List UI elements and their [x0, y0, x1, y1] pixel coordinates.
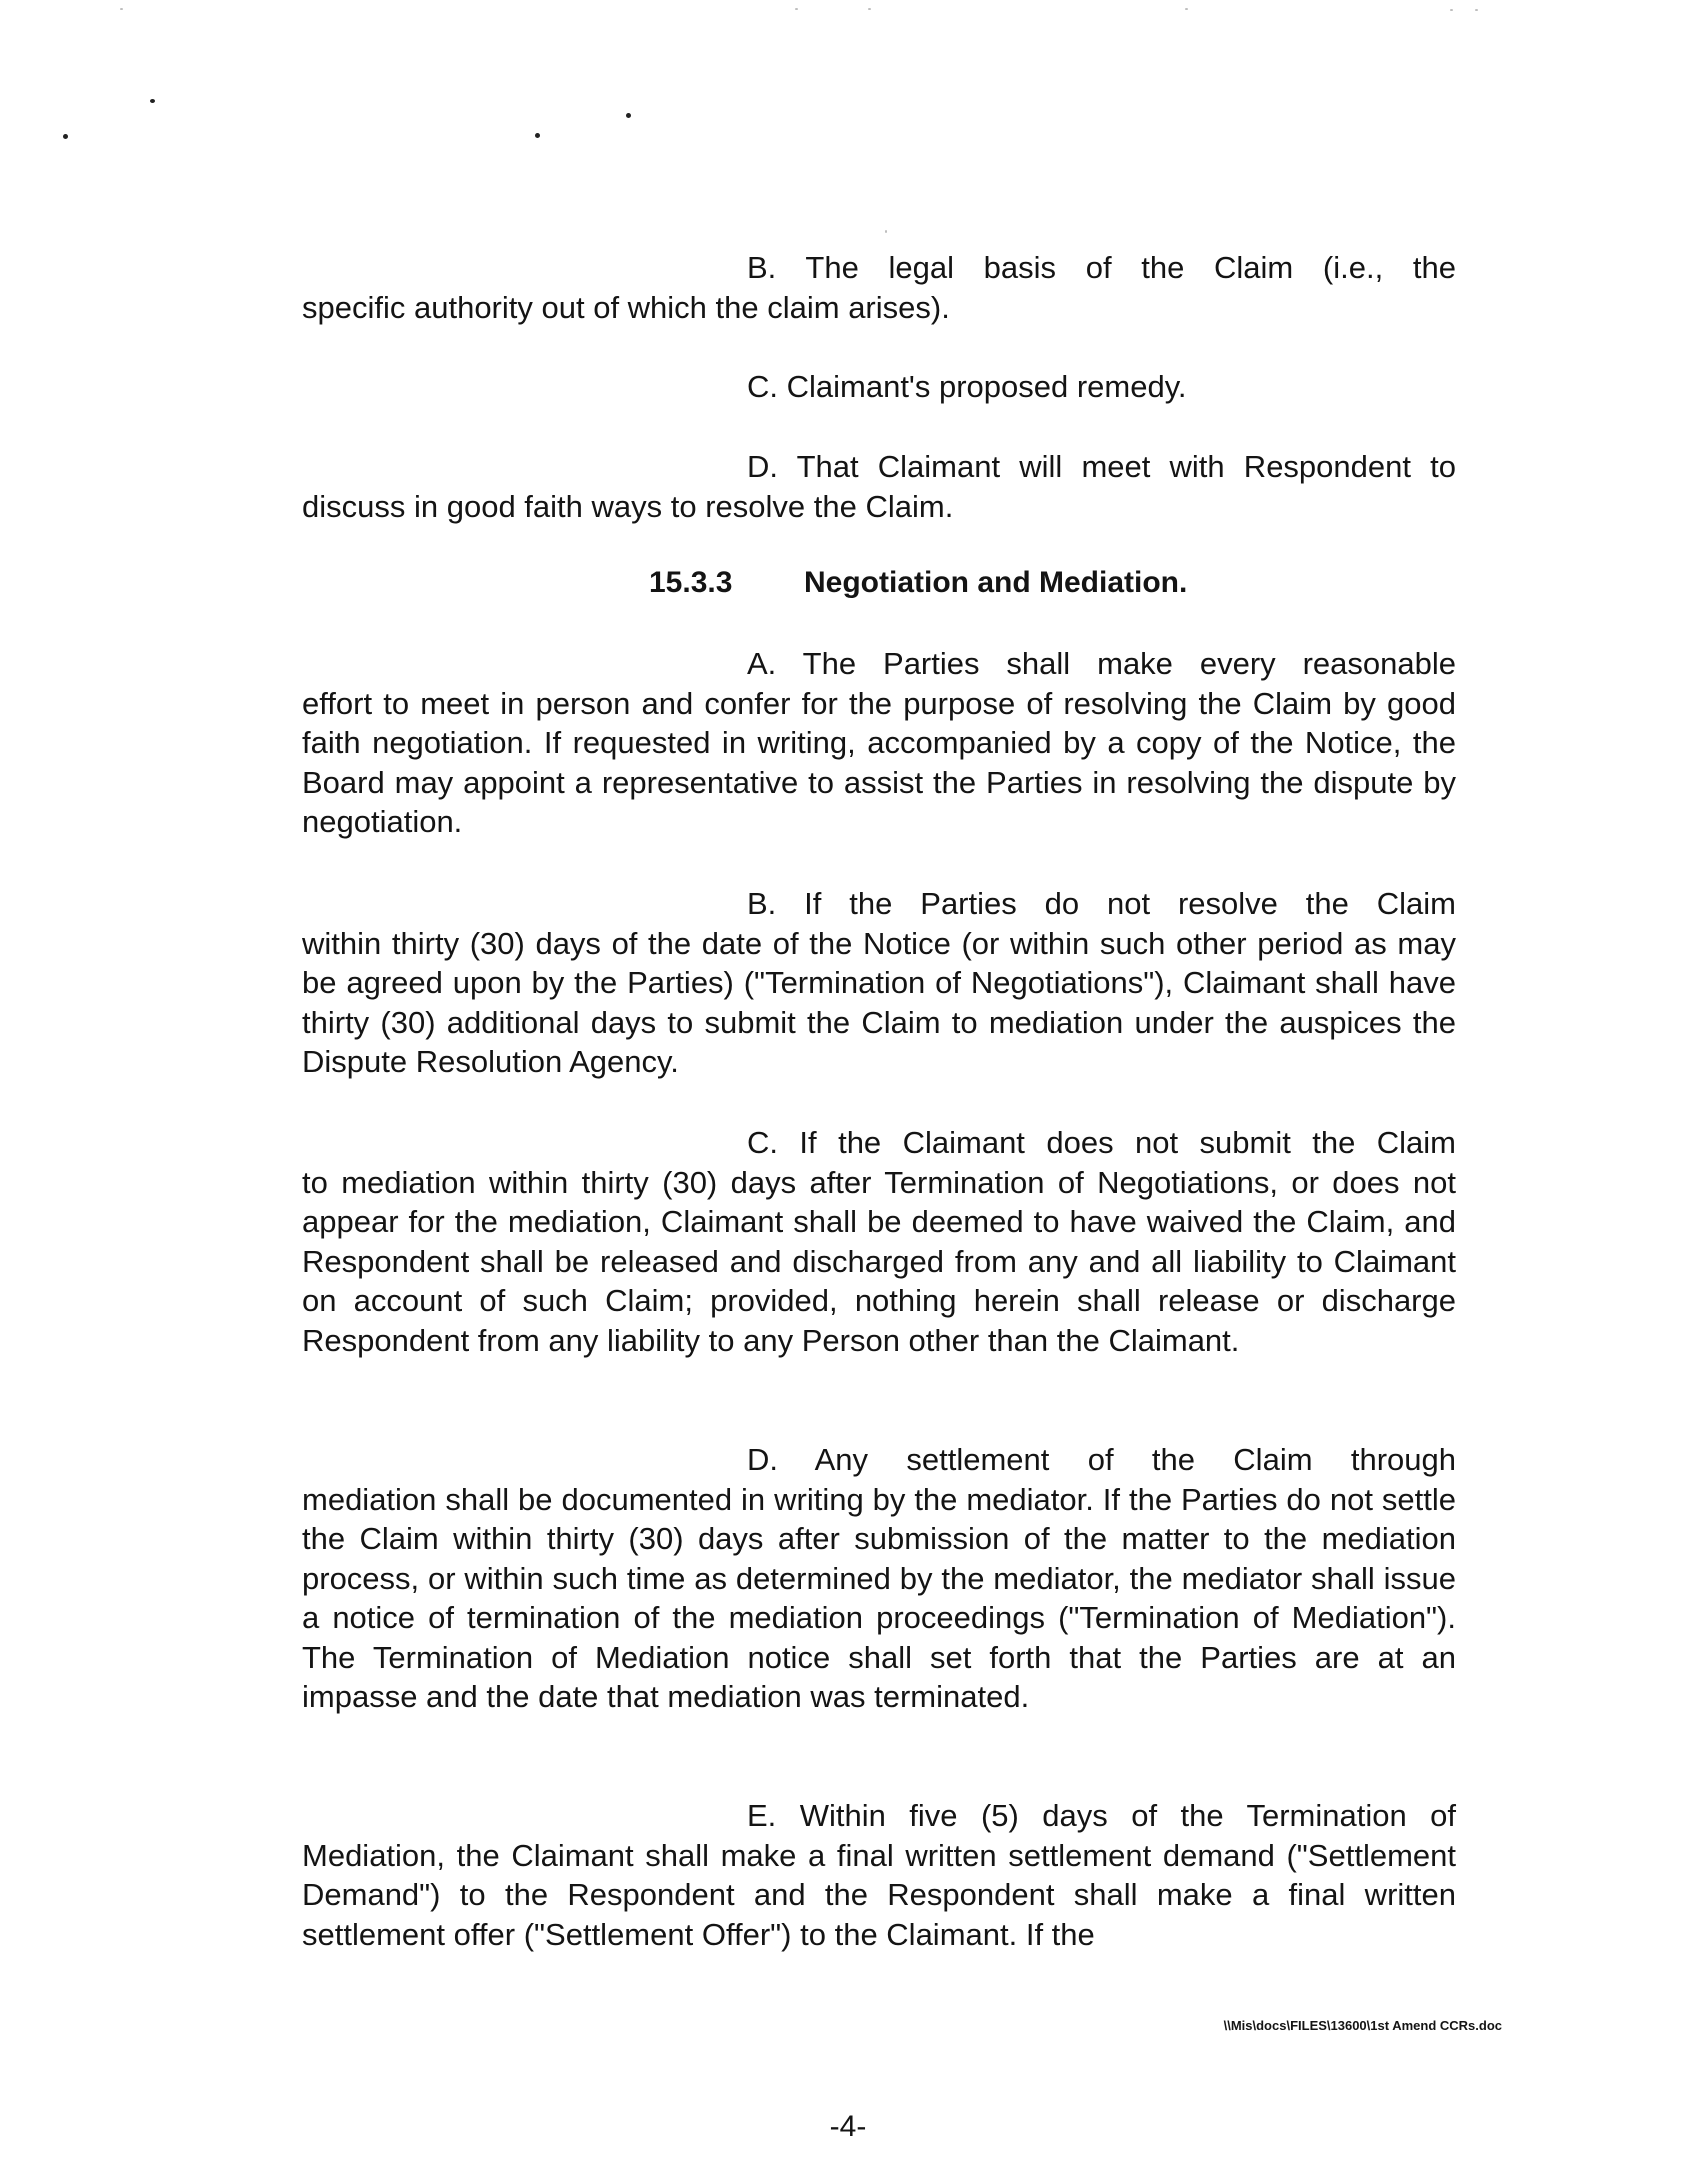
section-number: 15.3.3 — [649, 566, 733, 599]
scan-speck — [868, 8, 871, 10]
paragraph-d-meet-respondent — [302, 447, 1456, 526]
scan-speck — [535, 133, 540, 138]
paragraph-body: discuss in good faith ways to resolve the Claim. — [302, 488, 954, 524]
scan-speck — [1475, 9, 1478, 11]
footer-file-path: \\Mis\docs\FILES\13600\1st Amend CCRs.doc — [1223, 2018, 1502, 2033]
scan-speck — [1450, 9, 1453, 11]
paragraph-b-legal-basis — [302, 248, 1456, 327]
paragraph-body: to mediation within thirty (30) days after Termination of Negotiations, or does not appear for the mediation, Claimant shall be deemed to have waived the Claim, and Respondent shall be released and discharged from any and all liability to Claimant on account of such Claim; provided, nothing herein shall release or discharge Respondent from any liability to any Person other than the Claimant. — [302, 1164, 1456, 1358]
paragraph-first-line: C. If the Claimant does not submit the Claim — [747, 1125, 1456, 1160]
paragraph-c-proposed-remedy — [302, 367, 1456, 407]
scan-speck — [885, 230, 887, 233]
paragraph-first-line: D. Any settlement of the Claim through — [747, 1442, 1456, 1477]
paragraph-body: Mediation, the Claimant shall make a final written settlement demand ("Settlement Demand") to the Respondent and the Respondent shall make a final written settlement offer ("Settlement Offer") to the Claimant. If the — [302, 1837, 1456, 1952]
paragraph-b-termination-negotiations — [302, 884, 1456, 1082]
paragraph-a-negotiation — [302, 644, 1456, 842]
scan-speck — [63, 134, 68, 139]
paragraph-body: effort to meet in person and confer for the purpose of resolving the Claim by good faith negotiation. If requested in writing, accompanied by a copy of the Notice, the Board may appoint a representative to assist the Parties in resolving the dispute by negotiation. — [302, 685, 1456, 839]
paragraph-first-line: A. The Parties shall make every reasonable — [747, 646, 1456, 681]
scan-speck — [795, 8, 798, 10]
page-number: -4- — [829, 2110, 867, 2143]
paragraph-d-settlement-mediation — [302, 1440, 1456, 1717]
section-title: Negotiation and Mediation. — [804, 566, 1188, 599]
scan-speck — [120, 8, 123, 10]
paragraph-body: within thirty (30) days of the date of the Notice (or within such other period as may be agreed upon by the Parties) ("Termination of Negotiations"), Claimant shall have thirty (30) additional days to submit the Claim to mediation under the auspices the Dispute Resolution Agency. — [302, 925, 1456, 1079]
scan-speck — [150, 99, 155, 103]
section-heading — [649, 566, 1187, 600]
paragraph-e-settlement-demand — [302, 1796, 1456, 1954]
scan-speck — [1185, 8, 1188, 10]
paragraph-c-waiver — [302, 1123, 1456, 1360]
paragraph-first-line: D. That Claimant will meet with Respondent to — [747, 449, 1456, 484]
paragraph-first-line: B. If the Parties do not resolve the Claim — [747, 886, 1456, 921]
paragraph-body: mediation shall be documented in writing by the mediator. If the Parties do not settle the Claim within thirty (30) days after submission of the matter to the mediation process, or within such time as determined by the mediator, the mediator shall issue a notice of termination of the mediation proceedings ("Termination of Mediation"). The Termination of Mediation notice shall set forth that the Parties are at an impasse and the date that mediation was terminated. — [302, 1481, 1456, 1714]
paragraph-first-line: E. Within five (5) days of the Termination of — [747, 1798, 1456, 1833]
paragraph-line: C. Claimant's proposed remedy. — [747, 369, 1187, 404]
scan-speck — [626, 113, 631, 118]
paragraph-first-line: B. The legal basis of the Claim (i.e., the — [747, 250, 1456, 285]
paragraph-body: specific authority out of which the claim arises). — [302, 289, 950, 325]
